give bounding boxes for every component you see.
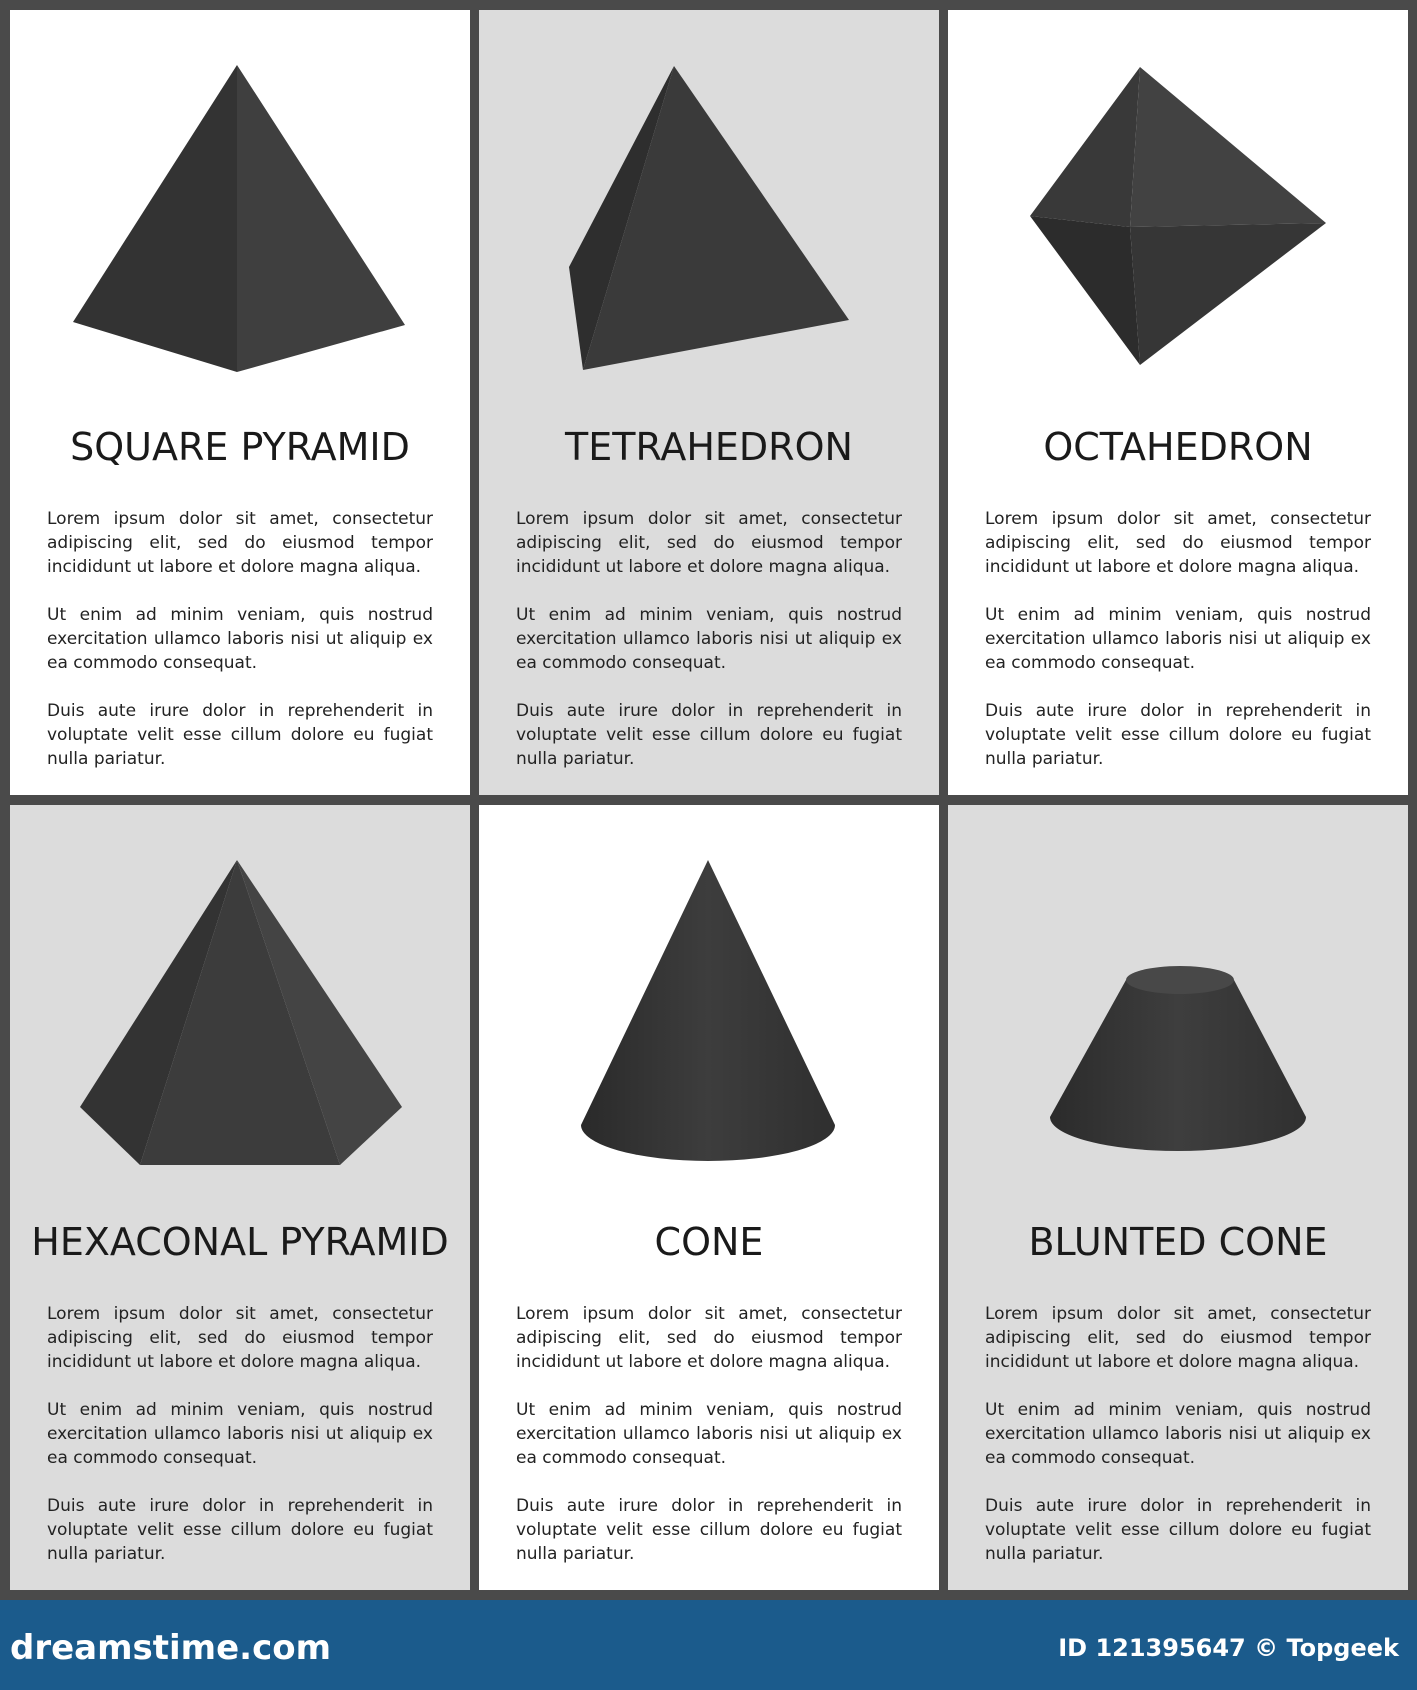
- hexagonal-pyramid-shape: [10, 805, 470, 1205]
- card-body: [985, 507, 1371, 795]
- card-paragraph: Duis aute irure dolor in reprehenderit in voluptate velit esse cillum dolore eu fugiat nulla pariatur.: [516, 701, 902, 769]
- square-pyramid-shape: [10, 10, 470, 410]
- card-paragraph: Ut enim ad minim veniam, quis nostrud exercitation ullamco laboris nisi ut aliquip ex ea commodo consequat.: [47, 1400, 433, 1468]
- card-paragraph: Lorem ipsum dolor sit amet, consectetur adipiscing elit, sed do eiusmod tempor incididunt ut labore et dolore magna aliqua.: [985, 1304, 1371, 1372]
- card-title: CONE: [654, 1220, 764, 1264]
- card-paragraph: Duis aute irure dolor in reprehenderit in voluptate velit esse cillum dolore eu fugiat nulla pariatur.: [47, 1496, 433, 1564]
- footer-bar: [0, 1600, 1417, 1690]
- tetrahedron-shape: [479, 10, 939, 410]
- card-body: [516, 1302, 902, 1590]
- card-body: [516, 507, 902, 795]
- card-tetrahedron: [479, 10, 939, 795]
- card-paragraph: Lorem ipsum dolor sit amet, consectetur adipiscing elit, sed do eiusmod tempor incididunt ut labore et dolore magna aliqua.: [516, 1304, 902, 1372]
- octahedron-shape: [948, 10, 1408, 410]
- card-body: [985, 1302, 1371, 1590]
- card-title: BLUNTED CONE: [1028, 1220, 1328, 1264]
- card-paragraph: Lorem ipsum dolor sit amet, consectetur adipiscing elit, sed do eiusmod tempor incididunt ut labore et dolore magna aliqua.: [47, 509, 433, 577]
- card-paragraph: Ut enim ad minim veniam, quis nostrud exercitation ullamco laboris nisi ut aliquip ex ea commodo consequat.: [516, 1400, 902, 1468]
- card-paragraph: Lorem ipsum dolor sit amet, consectetur adipiscing elit, sed do eiusmod tempor incididunt ut labore et dolore magna aliqua.: [516, 509, 902, 577]
- card-hexagonal-pyramid: [10, 805, 470, 1590]
- card-cone: [479, 805, 939, 1590]
- card-paragraph: Duis aute irure dolor in reprehenderit in voluptate velit esse cillum dolore eu fugiat nulla pariatur.: [985, 701, 1371, 769]
- card-paragraph: Ut enim ad minim veniam, quis nostrud exercitation ullamco laboris nisi ut aliquip ex ea commodo consequat.: [985, 1400, 1371, 1468]
- card-paragraph: Ut enim ad minim veniam, quis nostrud exercitation ullamco laboris nisi ut aliquip ex ea commodo consequat.: [985, 605, 1371, 673]
- blunted-cone-shape: [948, 805, 1408, 1205]
- image-credit: ID 121395647 © Topgeek: [1058, 1634, 1399, 1662]
- card-paragraph: Duis aute irure dolor in reprehenderit in voluptate velit esse cillum dolore eu fugiat nulla pariatur.: [516, 1496, 902, 1564]
- card-square-pyramid: [10, 10, 470, 795]
- card-paragraph: Ut enim ad minim veniam, quis nostrud exercitation ullamco laboris nisi ut aliquip ex ea commodo consequat.: [47, 605, 433, 673]
- card-paragraph: Duis aute irure dolor in reprehenderit in voluptate velit esse cillum dolore eu fugiat nulla pariatur.: [47, 701, 433, 769]
- cone-shape: [479, 805, 939, 1205]
- card-body: [47, 1302, 433, 1590]
- card-title: SQUARE PYRAMID: [70, 425, 410, 469]
- card-paragraph: Lorem ipsum dolor sit amet, consectetur adipiscing elit, sed do eiusmod tempor incididunt ut labore et dolore magna aliqua.: [47, 1304, 433, 1372]
- card-title: HEXACONAL PYRAMID: [31, 1220, 449, 1264]
- card-paragraph: Ut enim ad minim veniam, quis nostrud exercitation ullamco laboris nisi ut aliquip ex ea commodo consequat.: [516, 605, 902, 673]
- card-body: [47, 507, 433, 795]
- card-octahedron: [948, 10, 1408, 795]
- card-title: OCTAHEDRON: [1043, 425, 1313, 469]
- card-title: TETRAHEDRON: [565, 425, 853, 469]
- card-blunted-cone: [948, 805, 1408, 1590]
- card-paragraph: Duis aute irure dolor in reprehenderit in voluptate velit esse cillum dolore eu fugiat nulla pariatur.: [985, 1496, 1371, 1564]
- card-paragraph: Lorem ipsum dolor sit amet, consectetur adipiscing elit, sed do eiusmod tempor incididunt ut labore et dolore magna aliqua.: [985, 509, 1371, 577]
- brand-logo-text: dreamstime.com: [10, 1628, 332, 1668]
